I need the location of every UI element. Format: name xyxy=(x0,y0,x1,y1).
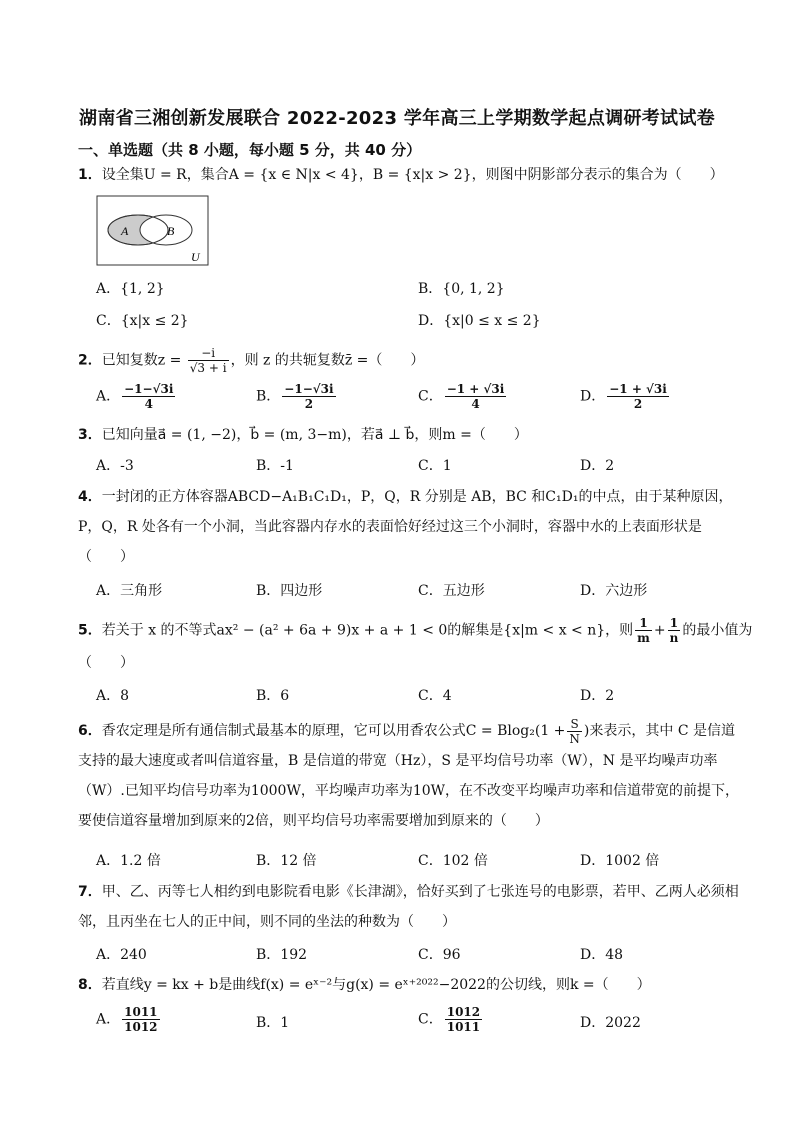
question-text-pre: 香农定理是所有通信制式最基本的原理，它可以用香农公式C = Blog₂(1 + xyxy=(101,723,566,739)
fraction-denominator: 2 xyxy=(633,397,643,411)
question-4 xyxy=(78,482,748,572)
q3-option-c[interactable]: C．1 xyxy=(418,458,452,474)
fraction-numerator: −1 + √3i xyxy=(446,382,505,396)
q1-option-a[interactable]: A．{1, 2} xyxy=(96,281,165,297)
q2-option-d[interactable] xyxy=(580,382,671,411)
fraction-denominator: 4 xyxy=(471,397,480,411)
fraction-denominator: 4 xyxy=(144,397,153,411)
set-a-label: A xyxy=(121,224,129,238)
fraction xyxy=(607,382,669,411)
question-number: 1． xyxy=(78,167,102,183)
question-number: 3． xyxy=(78,427,102,443)
fraction-denominator: 1012 xyxy=(124,1020,158,1034)
question-text: 已知向量a⃗ = (1, −2)，b⃗ = (m, 3−m)，若a⃗ ⊥ b⃗，则m =（ ） xyxy=(101,427,528,443)
fraction-denominator: n xyxy=(669,631,679,645)
fraction-numerator: −1−√3i xyxy=(284,382,334,396)
q5-option-c[interactable]: C．4 xyxy=(418,688,452,704)
set-b-label: B xyxy=(167,224,175,238)
q7-option-d[interactable]: D．48 xyxy=(580,947,624,963)
question-number: 6． xyxy=(78,723,102,739)
fraction-denominator: 1011 xyxy=(446,1020,481,1034)
question-text: 若直线y = kx + b是曲线f(x) = eˣ⁻²与g(x) = eˣ⁺²⁰²²−2022的公切线，则k =（ ） xyxy=(101,977,651,993)
fraction-denominator: m xyxy=(637,631,650,645)
universal-label: U xyxy=(191,250,200,264)
fraction-numerator: S xyxy=(567,717,582,732)
fraction-numerator: −i xyxy=(188,346,229,361)
question-text-pre: 已知复数z = xyxy=(101,352,182,369)
fraction-numerator: 1 xyxy=(668,616,681,631)
q7-option-a[interactable]: A．240 xyxy=(96,947,147,963)
question-8 xyxy=(78,975,651,995)
fraction-numerator: −1−√3i xyxy=(124,382,174,396)
q8-option-a[interactable] xyxy=(96,1005,162,1034)
question-text: 设全集U = R，集合A = {x ∈ N|x < 4}，B = {x|x > 2}，则图中阴影部分表示的集合为（ ） xyxy=(101,167,724,183)
q5-option-b[interactable]: B．6 xyxy=(256,688,290,704)
question-text-pre: 若关于 x 的不等式ax² − (a² + 6a + 9)x + a + 1 < 0的解集是{x|m < x < n}，则 xyxy=(101,622,634,639)
q8-option-d[interactable]: D．2022 xyxy=(580,1015,641,1031)
q2-option-b[interactable] xyxy=(256,382,338,411)
fraction xyxy=(122,1005,159,1034)
question-5 xyxy=(78,616,752,645)
fraction xyxy=(445,1005,482,1034)
option-letter: C． xyxy=(418,1011,443,1028)
question-2 xyxy=(78,346,424,375)
fraction xyxy=(567,717,582,746)
option-letter: A． xyxy=(96,1011,121,1028)
option-letter: B． xyxy=(256,388,281,405)
q5-option-d[interactable]: D．2 xyxy=(580,688,615,704)
question-1 xyxy=(78,165,724,185)
q1-option-c[interactable]: C．{x|x ≤ 2} xyxy=(96,313,189,329)
q3-option-a[interactable]: A．-3 xyxy=(96,458,134,474)
fraction xyxy=(635,616,652,645)
q3-option-d[interactable]: D．2 xyxy=(580,458,615,474)
q1-option-b[interactable]: B．{0, 1, 2} xyxy=(418,281,505,297)
q5-option-a[interactable]: A．8 xyxy=(96,688,130,704)
fraction xyxy=(282,382,335,411)
question-number: 4． xyxy=(78,489,102,505)
question-6 xyxy=(78,716,748,836)
option-letter: D． xyxy=(580,388,606,405)
question-number: 2． xyxy=(78,352,102,369)
q7-option-c[interactable]: C．96 xyxy=(418,947,461,963)
fraction-denominator: N xyxy=(569,731,580,746)
fraction xyxy=(445,382,507,411)
fraction-numerator: −1 + √3i xyxy=(609,382,667,396)
question-text: 一封闭的正方体容器ABCD−A₁B₁C₁D₁，P，Q，R 分别是 AB，BC 和C₁D₁的中点，由于某种原因，P，Q，R 处各有一个小洞，当此容器内存水的表面恰好经过这三个小洞时，容器中水的上表面形状是（ ） xyxy=(78,489,733,565)
plus-sign: + xyxy=(653,622,666,639)
q6-option-d[interactable]: D．1002 倍 xyxy=(580,853,660,869)
q6-option-b[interactable]: B．12 倍 xyxy=(256,853,317,869)
q4-option-a[interactable]: A．三角形 xyxy=(96,583,163,599)
q2-option-a[interactable] xyxy=(96,382,177,411)
q4-option-b[interactable]: B．四边形 xyxy=(256,583,323,599)
question-number: 7． xyxy=(78,884,102,900)
fraction-numerator: 1011 xyxy=(124,1005,158,1019)
q8-option-b[interactable]: B．1 xyxy=(256,1015,290,1031)
q6-option-c[interactable]: C．102 倍 xyxy=(418,853,488,869)
question-text-post: )来表示，其中 C 是信道支持的最大速度或者叫信道容量，B 是信道的带宽（Hz），S 是平均信号功率（W），N 是平均噪声功率（W）.已知平均信号功率为1000W，平均噪声功率为10W，在不改变平均噪声功率和信道带宽的前提下，要使信道容量增加到原来的2倍，则平均信号功率需要增加到原来的（ ） xyxy=(78,723,740,829)
question-text-post: ，则 z 的共轭复数z̄ =（ ） xyxy=(230,352,425,369)
page-title: 湖南省三湘创新发展联合 2022-2023 学年高三上学期数学起点调研考试试卷 xyxy=(79,108,715,129)
question-7 xyxy=(78,877,748,937)
fraction-numerator: 1 xyxy=(635,616,652,631)
question-5-answer-paren: （ ） xyxy=(78,655,134,671)
q4-option-c[interactable]: C．五边形 xyxy=(418,583,485,599)
question-3 xyxy=(78,425,528,445)
option-letter: C． xyxy=(418,388,443,405)
section-heading: 一、单选题（共 8 小题，每小题 5 分，共 40 分） xyxy=(78,141,422,159)
q6-option-a[interactable]: A．1.2 倍 xyxy=(96,853,161,869)
option-letter: A． xyxy=(96,388,121,405)
q7-option-b[interactable]: B．192 xyxy=(256,947,308,963)
q3-option-b[interactable]: B．-1 xyxy=(256,458,294,474)
q4-option-d[interactable]: D．六边形 xyxy=(580,583,648,599)
q8-option-c[interactable] xyxy=(418,1005,484,1034)
q1-option-d[interactable]: D．{x|0 ≤ x ≤ 2} xyxy=(418,313,541,329)
venn-diagram xyxy=(96,195,210,267)
question-number: 5． xyxy=(78,622,102,639)
fraction-denominator: 2 xyxy=(304,397,314,411)
fraction xyxy=(122,382,175,411)
fraction xyxy=(668,616,681,645)
q2-option-c[interactable] xyxy=(418,382,508,411)
fraction xyxy=(188,346,229,375)
question-text-post: 的最小值为 xyxy=(682,622,753,639)
question-number: 8． xyxy=(78,977,102,993)
fraction-numerator: 1012 xyxy=(446,1005,481,1019)
question-text: 甲、乙、丙等七人相约到电影院看电影《长津湖》，恰好买到了七张连号的电影票，若甲、乙两人必须相邻，且丙坐在七人的正中间，则不同的坐法的种数为（ ） xyxy=(78,884,739,930)
fraction-denominator: √3 + i xyxy=(189,361,227,375)
